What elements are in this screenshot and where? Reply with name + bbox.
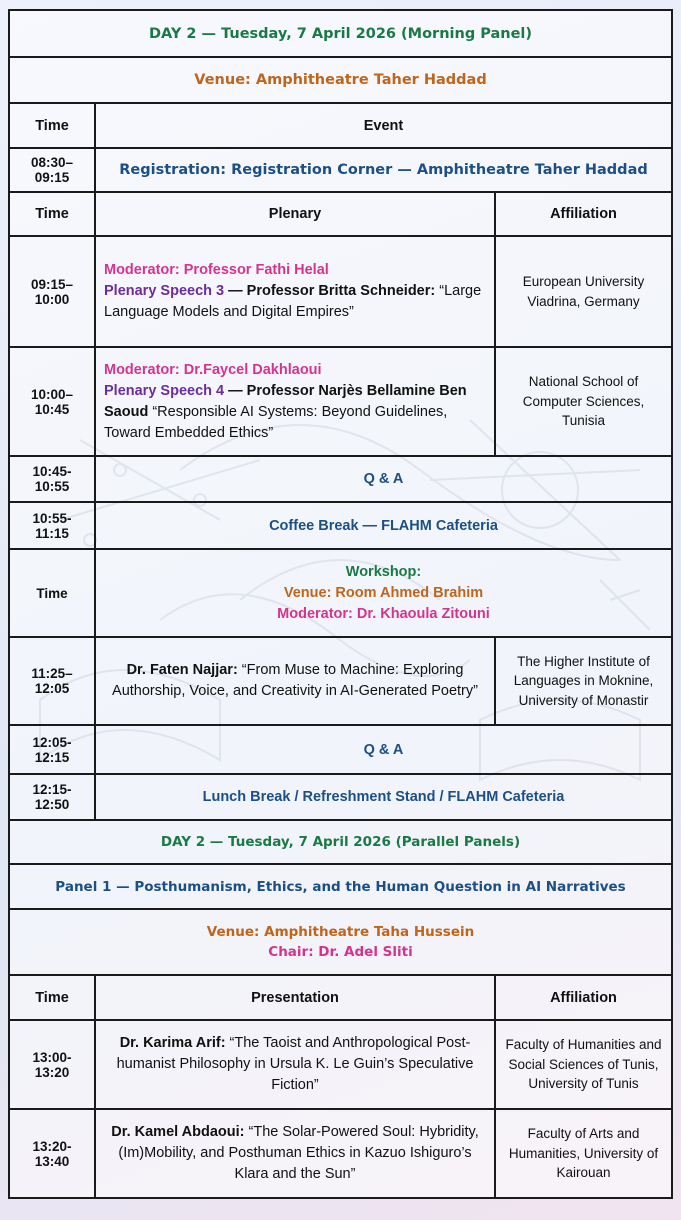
col-header-plenary: Plenary (95, 192, 495, 236)
day-title: DAY 2 — Tuesday, 7 April 2026 (Morning Panel) (9, 10, 672, 57)
panel-venue: Venue: Amphitheatre Taha Hussein (206, 924, 475, 940)
presentation-1-affiliation: Faculty of Humanities and Social Sciences of Tunis, University of Tunis (495, 1020, 672, 1109)
presentation-2-time: 13:20-13:40 (9, 1109, 95, 1198)
workshop-presentation (95, 637, 495, 725)
workshop-talk: “From Muse to Machine: Exploring Authorship, Voice, and Creativity in AI-Generated Poetry” (112, 662, 478, 699)
panel-venue-chair (9, 909, 672, 975)
presentation-1-time: 13:00-13:20 (9, 1020, 95, 1109)
schedule-table (8, 9, 673, 1199)
coffee-time: 10:55-11:15 (9, 502, 95, 549)
col-header-presentation: Presentation (95, 975, 495, 1020)
plenary-4-speaker: Professor Narjès Bellamine Ben Saoud (104, 382, 467, 420)
lunch-text: Lunch Break / Refreshment Stand / FLAHM Cafeteria (95, 774, 672, 820)
plenary-4-affiliation: National School of Computer Sciences, Tunisia (495, 347, 672, 456)
qa-2-time: 12:05-12:15 (9, 725, 95, 774)
col-header-time: Time (9, 103, 95, 148)
coffee-text: Coffee Break — FLAHM Cafeteria (95, 502, 672, 549)
plenary-4-label: Plenary Speech 4 (104, 382, 225, 399)
presentation-1-talk: “The Taoist and Anthropological Post-humanist Philosophy in Ursula K. Le Guin’s Speculative Fiction” (116, 1035, 474, 1093)
plenary-4-talk: “Responsible AI Systems: Beyond Guidelines, Toward Embedded Ethics” (104, 403, 448, 441)
plenary-3-label: Plenary Speech 3 (104, 283, 225, 299)
workshop-header (95, 549, 672, 637)
plenary-3-time: 09:15–10:00 (9, 236, 95, 347)
col-header-affiliation: Affiliation (495, 192, 672, 236)
presentation-2-affiliation: Faculty of Arts and Humanities, University of Kairouan (495, 1109, 672, 1198)
presentation-1 (95, 1020, 495, 1109)
plenary-3-dash: — (224, 283, 247, 299)
plenary-4-time: 10:00–10:45 (9, 347, 95, 456)
workshop-affiliation: The Higher Institute of Languages in Moknine, University of Monastir (495, 637, 672, 725)
col-header-time-2: Time (9, 192, 95, 236)
col-header-time-3: Time (9, 975, 95, 1020)
qa-2-text: Q & A (95, 725, 672, 774)
workshop-time-label: Time (9, 549, 95, 637)
registration-time: 08:30–09:15 (9, 148, 95, 192)
workshop-title: Workshop: (345, 563, 422, 580)
presentation-2-speaker: Dr. Kamel Abdaoui: (111, 1124, 245, 1140)
presentation-2-talk: “The Solar-Powered Soul: Hybridity, (Im)Mobility, and Posthuman Ethics in Kazuo Ishiguro’s Klara and the Sun” (118, 1124, 479, 1182)
workshop-speaker: Dr. Faten Najjar: (126, 662, 238, 678)
plenary-4-moderator: Moderator: Dr.Faycel Dakhlaoui (104, 361, 322, 378)
plenary-3-moderator: Moderator: Professor Fathi Helal (104, 262, 329, 278)
plenary-3-affiliation: European University Viadrina, Germany (495, 236, 672, 347)
plenary-3-speaker: Professor Britta Schneider: (246, 283, 436, 299)
panel-title: Panel 1 — Posthumanism, Ethics, and the Human Question in AI Narratives (9, 864, 672, 909)
workshop-session-time: 11:25–12:05 (9, 637, 95, 725)
parallel-day-title: DAY 2 — Tuesday, 7 April 2026 (Parallel Panels) (9, 820, 672, 864)
workshop-venue: Venue: Room Ahmed Brahim (283, 584, 484, 601)
registration-text: Registration: Registration Corner — Amphitheatre Taher Haddad (95, 148, 672, 192)
plenary-3-talk: “Large Language Models and Digital Empires” (104, 283, 482, 320)
qa-1-text: Q & A (95, 456, 672, 502)
col-header-affiliation-2: Affiliation (495, 975, 672, 1020)
plenary-4-details (95, 347, 495, 456)
qa-1-time: 10:45-10:55 (9, 456, 95, 502)
venue-title: Venue: Amphitheatre Taher Haddad (9, 57, 672, 103)
panel-chair: Chair: Dr. Adel Sliti (268, 944, 413, 960)
plenary-3-details (95, 236, 495, 347)
presentation-1-speaker: Dr. Karima Arif: (119, 1035, 226, 1051)
presentation-2 (95, 1109, 495, 1198)
plenary-4-dash: — (224, 382, 247, 399)
lunch-time: 12:15-12:50 (9, 774, 95, 820)
workshop-moderator: Moderator: Dr. Khaoula Zitouni (277, 605, 490, 622)
col-header-event: Event (95, 103, 672, 148)
